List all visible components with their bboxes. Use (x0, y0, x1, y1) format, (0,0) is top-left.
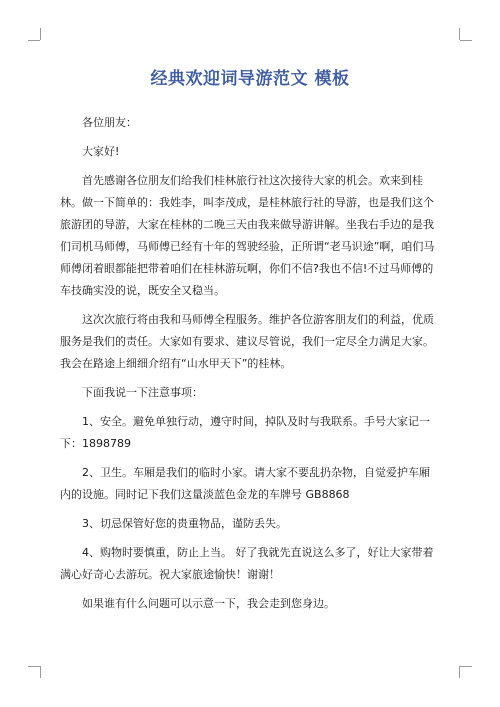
notice-item-safety: 1、安全。避免单独行动，遵守时间，掉队及时与我联系。手号大家记一 下：1898789 (60, 415, 430, 450)
paragraph-notice-heading: 下面我说一下注意事项： (82, 386, 203, 399)
crop-mark-bottom-right (460, 666, 472, 667)
notice-item-shopping: 4、购物时要慎重，防止上当。 好了我就先直说这么多了，好让大家带着满心好奇心去游玩。祝大家旅途愉快！谢谢！ (60, 546, 434, 581)
crop-mark-bottom-left (28, 666, 40, 667)
document-body (60, 112, 440, 615)
notice-item-valuables: 3、切忌保管好您的贵重物品，谨防丢失。 (82, 517, 287, 530)
crop-mark-top-left (28, 40, 40, 41)
document-title: 经典欢迎词导游范文 模板 (150, 69, 350, 89)
salutation: 各位朋友： (82, 116, 137, 129)
crop-mark-top-right (459, 28, 460, 40)
paragraph-introduction: 首先感谢各位朋友们给我们桂林旅行社这次接待大家的机会。欢来到桂林。做一下简单的：我姓李，叫李茂成，是桂林旅行社的导游，也是我们这个旅游团的导游，大家在桂林的二晚三天由我来做导游讲解。坐我右手边的是我们司机马师傅，马师傅已经有十年的驾驶经验，正所谓“老马识途”啊，咱们马师傅闭着眼都能把带着咱们在桂林游玩啊，你们不信?我也不信!不过马师傅的车技确实没的说，既安全又稳当。 (60, 174, 435, 297)
crop-mark-bottom-left (40, 666, 41, 678)
crop-mark-bottom-right (459, 666, 460, 678)
paragraph-service: 这次次旅行将由我和马师傅全程服务。维护各位游客朋友们的利益，优质服务是我们的责任。大家如有要求、建议尽管说，我们一定尽全力满足大家。我会在路途上细细介绍有“山水甲天下”的桂林。 (60, 313, 434, 370)
crop-mark-top-right (460, 40, 472, 41)
greeting: 大家好! (82, 145, 120, 158)
crop-mark-top-left (40, 28, 41, 40)
paragraph-closing: 如果谁有什么问题可以示意一下，我会走到您身边。 (82, 597, 335, 610)
notice-item-hygiene: 2、卫生。车厢是我们的临时小家。请大家不要乱扔杂物，自觉爱护车厢内的设施。同时记下我们这量淡蓝色金龙的车牌号 GB8868 (60, 466, 430, 501)
